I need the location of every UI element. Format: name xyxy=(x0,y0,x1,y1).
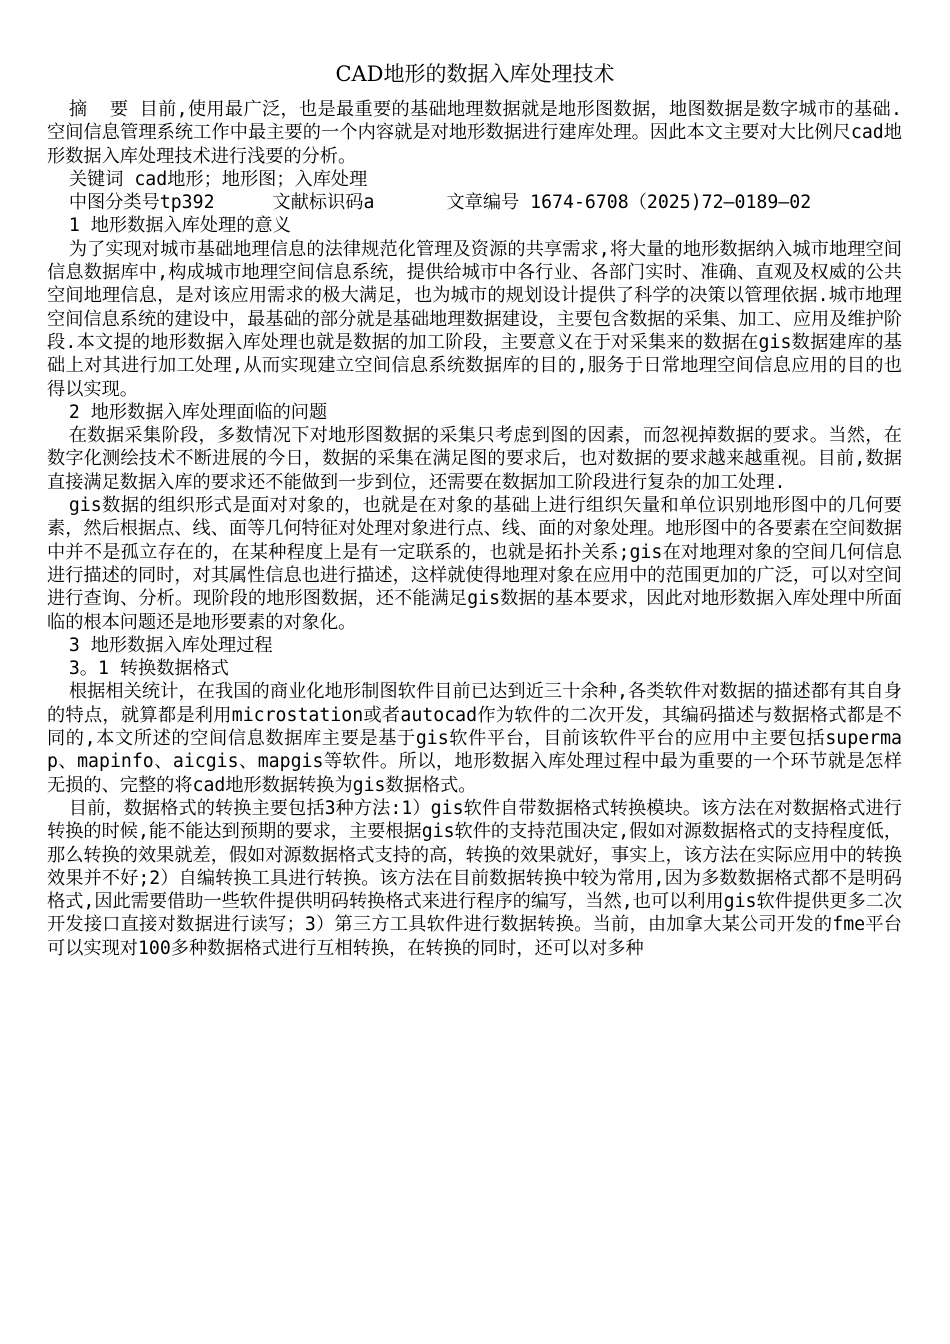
article-no-label: 文章编号 xyxy=(446,192,520,214)
article-no-value: 1674-6708（2025)72—0189—02 xyxy=(530,192,812,214)
paragraph: 为了实现对城市基础地理信息的法律规范化管理及资源的共享需求,将大量的地形数据纳入城市地理空间信息数据库中,构成城市地理空间信息系统，提供给城市中各行业、各部门实时、准确、直观及权威的公共空间地理信息，是对该应用需求的极大满足，也为城市的规划设计提供了科学的决策以管理依据.城市地理空间信息系统的建设中，最基础的部分就是基础地理数据建设，主要包含数据的采集、加工、应用及维护阶段.本文提的地形数据入库处理也就是数据的加工阶段，主要意义在于对采集来的数据在gis数据建库的基础上对其进行加工处理,从而实现建立空间信息系统数据库的目的,服务于日常地理空间信息应用的目的也得以实现。 xyxy=(47,238,902,400)
keywords-label: 关键词 xyxy=(68,168,124,190)
section-heading: 2 地形数据入库处理面临的问题 xyxy=(68,401,328,423)
paragraph: 目前，数据格式的转换主要包括3种方法:1）gis软件自带数据格式转换模块。该方法在对数据格式进行转换的时候,能不能达到预期的要求，主要根据gis软件的支持范围决定,假如对源数据格式的支持程度低，那么转换的效果就差，假如对源数据格式支持的高，转换的效果就好，事实上，该方法在实际应用中的转换效果并不好;2）自编转换工具进行转换。该方法在目前数据转换中较为常用,因为多数数据格式都不是明码格式,因此需要借助一些软件提供明码转换格式来进行程序的编写，当然,也可以利用gis软件提供更多二次开发接口直接对数据进行读写；3）第三方工具软件进行数据转换。当前，由加拿大某公司开发的fme平台可以实现对100多种数据格式进行互相转换，在转换的同时，还可以对多种 xyxy=(47,797,903,959)
paragraph: gis数据的组织形式是面对对象的，也就是在对象的基础上进行组织矢量和单位识别地形图中的几何要素，然后根据点、线、面等几何特征对处理对象进行点、线、面的对象处理。地形图中的各要素在空间数据中并不是孤立存在的，在某种程度上是有一定联系的，也就是拓扑关系;gis在对地理对象的空间几何信息进行描述的同时，对其属性信息也进行描述，这样就使得地理对象在应用中的范围更加的广泛，可以对空间进行查询、分析。现阶段的地形图数据，还不能满足gis数据的基本要求，因此对地形数据入库处理中所面临的根本问题还是地形要素的对象化。 xyxy=(47,495,902,633)
keywords xyxy=(47,168,902,191)
section-heading: 3 地形数据入库处理过程 xyxy=(68,634,273,656)
abstract-text: 目前,使用最广泛，也是最重要的基础地理数据就是地形图数据，地图数据是数字城市的基础.空间信息管理系统工作中最主要的一个内容就是对地形数据进行建库处理。因此本文主要对大比例尺cad地形数据入库处理技术进行浅要的分析。 xyxy=(47,99,903,167)
abstract xyxy=(47,98,902,168)
doc-code-value: a xyxy=(363,192,375,214)
keywords-text: cad地形；地形图；入库处理 xyxy=(134,168,368,190)
paragraph: 在数据采集阶段，多数情况下对地形图数据的采集只考虑到图的因素，而忽视掉数据的要求。当然，在数字化测绘技术不断进展的今日，数据的采集在满足图的要求后，也对数据的要求越来越重视。目前,数据直接满足数据入库的要求还不能做到一步到位，还需要在数据加工阶段进行复杂的加工处理. xyxy=(47,425,902,493)
doc-code-label: 文献标识码 xyxy=(272,192,364,214)
subsection-heading: 3。1 转换数据格式 xyxy=(68,658,229,680)
classification-info xyxy=(47,191,902,214)
paper-title: CAD地形的数据入库处理技术 xyxy=(335,62,615,86)
paper-body xyxy=(47,98,902,960)
paragraph: 根据相关统计，在我国的商业化地形制图软件目前已达到近三十余种,各类软件对数据的描述都有其自身的特点，就算都是利用microstation或者autocad作为软件的二次开发，其编码描述与数据格式都是不同的,本文所述的空间信息数据库主要是基于gis软件平台，目前该软件平台的应用中主要包括supermap、mapinfo、aicgis、mapgis等软件。所以，地形数据入库处理过程中最为重要的一个环节就是怎样无损的、完整的将cad地形数据转换为gis数据格式。 xyxy=(47,681,902,796)
clc-value: tp392 xyxy=(159,192,215,214)
clc-label: 中图分类号 xyxy=(68,192,160,214)
abstract-label: 摘 要 xyxy=(68,99,129,120)
section-heading: 1 地形数据入库处理的意义 xyxy=(68,215,291,237)
